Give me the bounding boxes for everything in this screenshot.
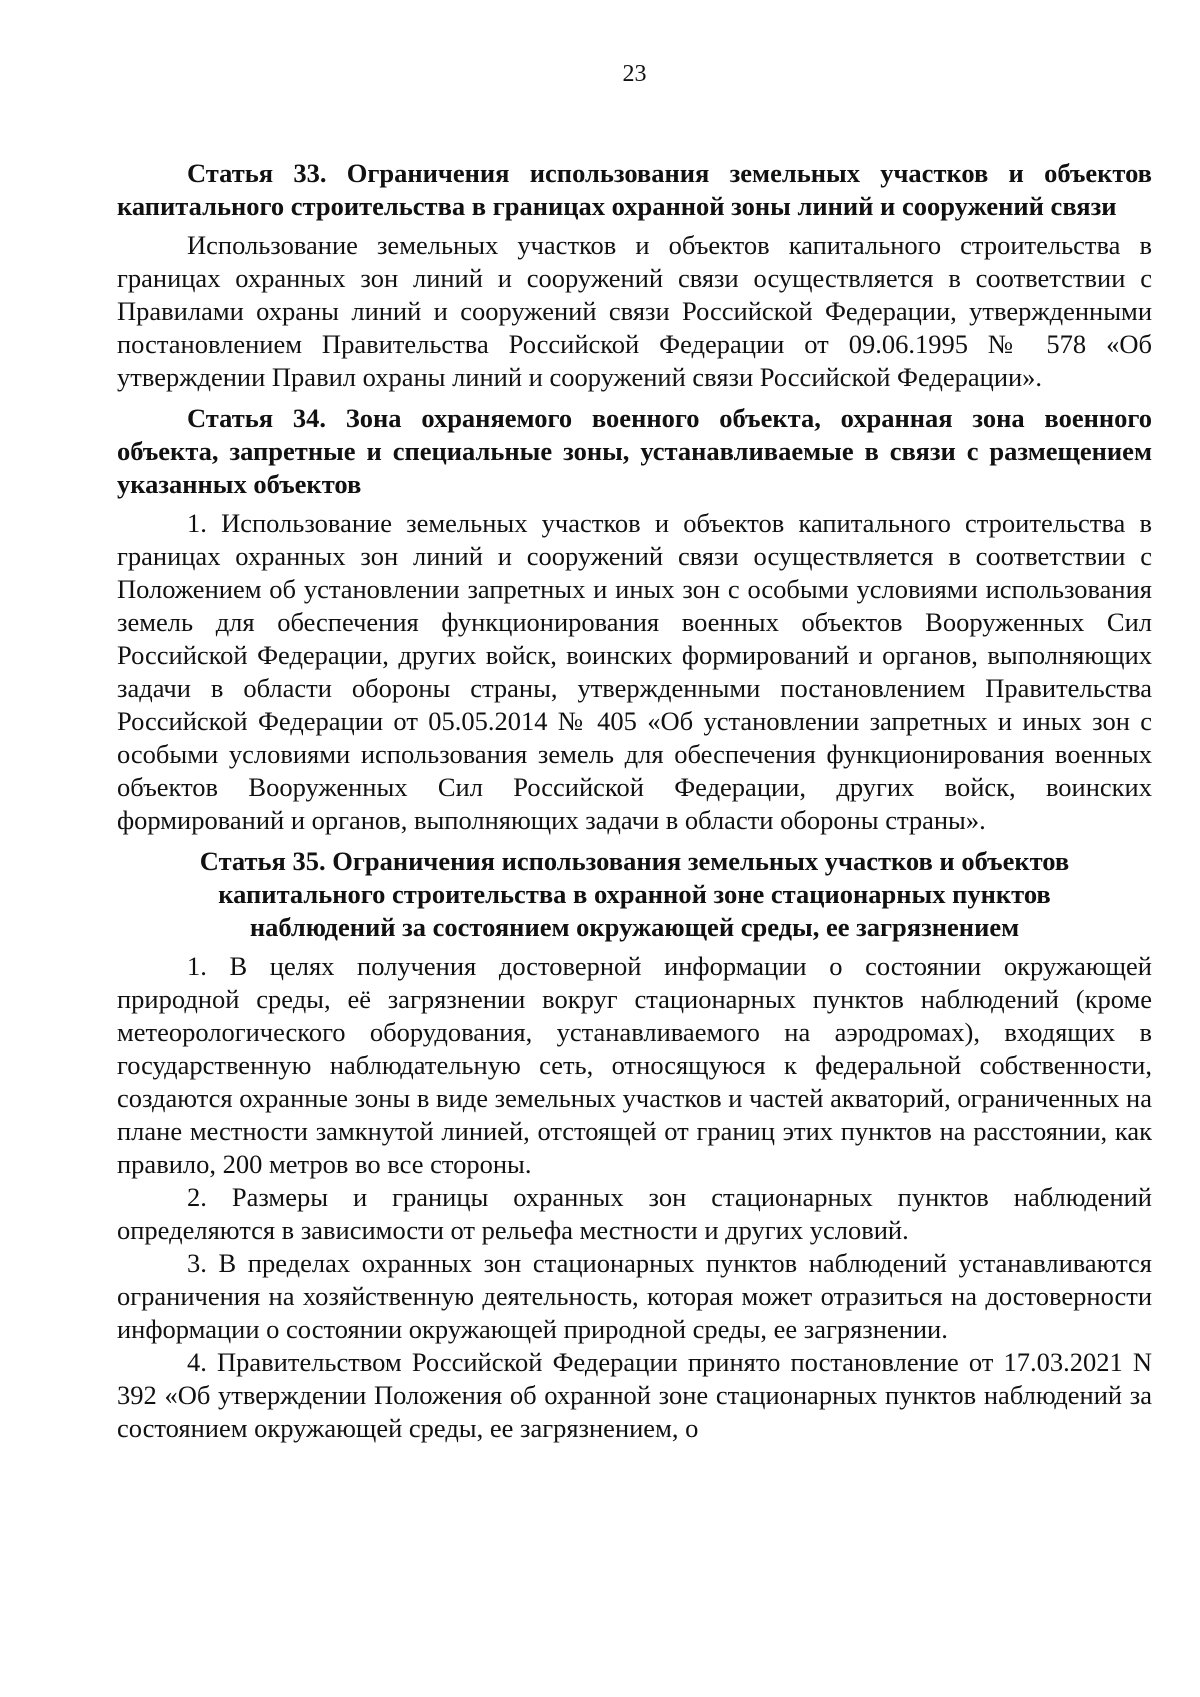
article-34 [117, 402, 1152, 837]
article-34-paragraph-1: 1. Использование земельных участков и объектов капитального строительства в границах охранных зон линий и сооружений связи осуществляется в соответствии с Положением об установлении запретных и иных зон с особыми условиями использования земель для обеспечения функционирования военных объектов Вооруженных Сил Российской Федерации, других войск, воинских формирований и органов, выполняющих задачи в области обороны страны, утвержденными постановлением Правительства Российской Федерации от 05.05.2014 № 405 «Об установлении запретных и иных зон с особыми условиями использования земель для обеспечения функционирования военных объектов Вооруженных Сил Российской Федерации, других войск, воинских формирований и органов, выполняющих задачи в области обороны страны». [117, 508, 1152, 835]
article-35 [117, 845, 1152, 1445]
article-33 [117, 157, 1152, 394]
document-page [117, 60, 1152, 1453]
article-33-paragraph-1: Использование земельных участков и объектов капитального строительства в границах охранных зон линий и сооружений связи осуществляется в соответствии с Правилами охраны линий и сооружений связи Российской Федерации, утвержденными постановлением Правительства Российской Федерации от 09.06.1995 № 578 «Об утверждении Правил охраны линий и сооружений связи Российской Федерации». [117, 230, 1152, 392]
page-number: 23 [622, 61, 647, 87]
article-35-paragraph-1: 1. В целях получения достоверной информации о состоянии окружающей природной среды, её загрязнении вокруг стационарных пунктов наблюдений (кроме метеорологического оборудования, устанавливаемого на аэродромах), входящих в государственную наблюдательную сеть, относящуюся к федеральной собственности, создаются охранные зоны в виде земельных участков и частей акваторий, ограниченных на плане местности замкнутой линией, отстоящей от границ этих пунктов на расстоянии, как правило, 200 метров во все стороны. [117, 951, 1152, 1179]
article-35-paragraph-2: 2. Размеры и границы охранных зон стационарных пунктов наблюдений определяются в зависимости от рельефа местности и других условий. [117, 1182, 1152, 1245]
article-35-title: Статья 35. Ограничения использования земельных участков и объектов капитального строительства в охранной зоне стационарных пунктов наблюдений за состоянием окружающей среды, ее загрязнением [199, 846, 1070, 942]
article-35-paragraph-3: 3. В пределах охранных зон стационарных пунктов наблюдений устанавливаются ограничения на хозяйственную деятельность, которая может отразиться на достоверности информации о состоянии окружающей природной среды, ее загрязнении. [117, 1248, 1152, 1344]
article-33-title: Статья 33. Ограничения использования земельных участков и объектов капитального строительства в границах охранной зоны линий и сооружений связи [117, 158, 1152, 221]
article-35-paragraph-4: 4. Правительством Российской Федерации принято постановление от 17.03.2021 N 392 «Об утверждении Положения об охранной зоне стационарных пунктов наблюдений за состоянием окружающей среды, ее загрязнением, о [117, 1347, 1152, 1443]
article-34-title: Статья 34. Зона охраняемого военного объекта, охранная зона военного объекта, запретные и специальные зоны, устанавливаемые в связи с размещением указанных объектов [117, 403, 1152, 499]
